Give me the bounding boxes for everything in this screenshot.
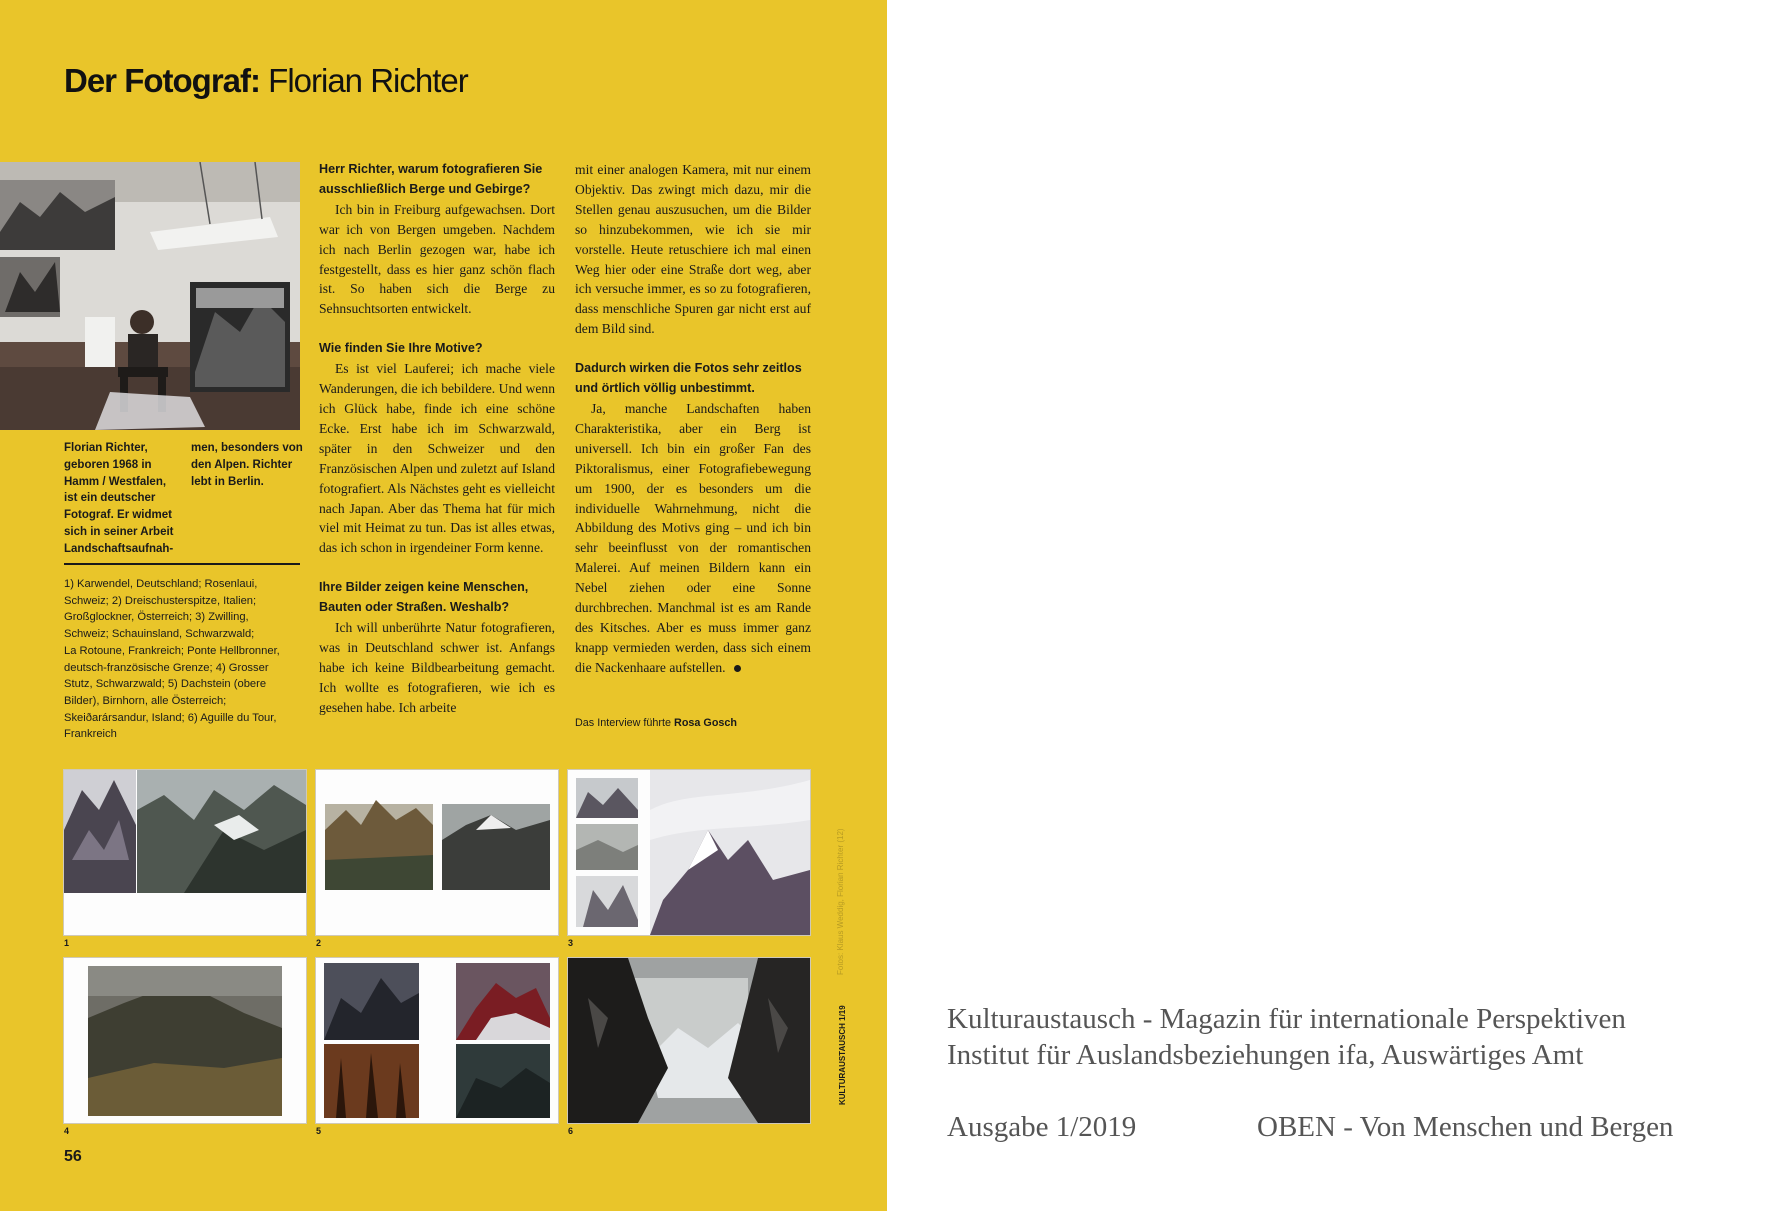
article-title [64, 62, 468, 100]
thumbnail-label: 1 [64, 938, 70, 948]
page-number: 56 [64, 1148, 82, 1165]
byline-prefix: Das Interview führte [575, 717, 675, 729]
interview-question: Herr Richter, warum fotografieren Sie ausschließlich Berge und Gebirge? [319, 162, 543, 196]
thumbnail-label: 6 [568, 1126, 574, 1136]
credit-line: deutsch-französische Grenze; 4) Grosser [64, 661, 269, 674]
article-title-bold: Der Fotograf: [64, 62, 260, 99]
credit-line: Frankreich [64, 728, 117, 741]
interview-answer: Es ist viel Lauferei; ich mache viele Wanderungen, die ich bebildere. Und wenn ich Glück habe, finde ich eine schöne Ecke. Erst habe ich im Schwarzwald, später in den Schweizer und den Französischen Alpen und zuletzt auf Island fotografiert. Als Nächstes geht es vielleicht nach Japan. Aber das Thema hat für mich viel mit Heimat zu tun. Das ist alles etwas, das ich schon in irgendeiner Form kenne. [319, 361, 555, 556]
interview-question: Wie finden Sie Ihre Motive? [319, 341, 483, 356]
thumbnail-label: 2 [316, 938, 322, 948]
caption-line: geboren 1968 in [64, 458, 152, 471]
thumbnail-label: 5 [316, 1126, 322, 1136]
portrait-caption-right [191, 440, 306, 490]
photo-location-credits [64, 576, 300, 743]
caption-line: den Alpen. Richter [191, 458, 293, 471]
interview-answer-text: Ja, manche Landschaften haben Charakteristika, aber ein Berg ist universell. Ich bin ein großer Fan des Piktoralismus, einer Fotografiebewegung um 1900, der es besonders um die individuelle Wahrnehmung, nicht die Abbildung des Motivs ging – und ich bin sehr beeinflusst von der romantischen Malerei. Auf meinen Bildern kann ein Nebel ziehen oder eine Sonne durchbrechen. Manchmal ist es am Rande des Kitsches. Aber es muss immer ganz knapp vermieden werden, dass sich einem die Nackenhaare aufstellen. [575, 400, 811, 675]
caption-divider [64, 563, 300, 565]
credit-line: Großglockner, Österreich; 3) Zwilling, [64, 611, 249, 624]
thumbnail-label: 4 [64, 1126, 70, 1136]
article-title-name: Florian Richter [260, 62, 468, 99]
issue-label: Ausgabe 1/2019 [947, 1111, 1137, 1143]
credit-line: Skeiðarársandur, Island; 6) Aguille du Tour, [64, 711, 277, 724]
caption-line: Florian Richter, [64, 442, 148, 454]
photo-thumbnail-4 [64, 958, 306, 1123]
photo-thumbnail-3 [568, 770, 810, 935]
photo-thumbnail-5 [316, 958, 558, 1123]
interview-column-2 [575, 160, 811, 678]
caption-line: lebt in Berlin. [191, 475, 264, 488]
thumbnail-label: 3 [568, 938, 574, 948]
photo-thumbnail-2 [316, 770, 558, 935]
photo-credit-vertical: Fotos: Klaus Weddig, Florian Richter (12) [836, 828, 845, 975]
interview-question: Ihre Bilder zeigen keine Menschen, Bauten oder Straßen. Weshalb? [319, 580, 529, 615]
photo-thumbnail-6 [568, 958, 810, 1123]
caption-line: Hamm / Westfalen, [64, 475, 167, 488]
caption-line: Fotograf. Er widmet [64, 509, 172, 522]
magazine-issue-vertical: KULTURAUSTAUSCH 1/19 [838, 1005, 847, 1105]
credit-line: Schweiz; 2) Dreischusterspitze, Italien; [64, 594, 257, 607]
end-mark-icon [734, 665, 741, 672]
interview-answer: mit einer analogen Kamera, mit nur einem Objektiv. Das zwingt mich dazu, mir die Stellen genau auszusuchen, um die Bilder so hinzubekommen, wie ich sie mir vorstelle. Heute retuschiere ich mal einen Weg hier oder eine Straße dort weg, aber ich versuche immer, es so zu fotografieren, dass menschliche Spuren gar nicht erst auf dem Bild sind. [575, 162, 811, 337]
credit-line: Schweiz; Schauinsland, Schwarzwald; [64, 628, 255, 641]
caption-line: Landschaftsaufnah- [64, 542, 174, 555]
interview-answer: Ich will unberührte Natur fotografieren, was in Deutschland schwer ist. Anfangs habe ich keine Bildbearbeitung gemacht. Ich wollte es fotografieren, wie ich es gesehen habe. Ich arbeite [319, 620, 555, 715]
byline-name: Rosa Gosch [674, 717, 738, 729]
credit-line: Stutz, Schwarzwald; 5) Dachstein (obere [64, 678, 267, 691]
issue-theme: OBEN - Von Menschen und Bergen [1257, 1111, 1674, 1143]
photo-thumbnail-1 [64, 770, 306, 935]
credit-line: 1) Karwendel, Deutschland; Rosenlaui, [64, 578, 258, 590]
caption-line: ist ein deutscher [64, 492, 156, 505]
interview-byline [575, 717, 737, 729]
magazine-info-line-2: Institut für Auslandsbeziehungen ifa, Auswärtiges Amt [947, 1039, 1584, 1071]
caption-line: sich in seiner Arbeit [64, 525, 174, 538]
interview-answer: Ich bin in Freiburg aufgewachsen. Dort war ich von Bergen umgeben. Nachdem ich nach Berlin gezogen war, habe ich festgestellt, dass es hier ganz schön flach ist. So haben sich die Berge zu Sehnsuchtsorten entwickelt. [319, 201, 555, 317]
portrait-caption-left [64, 440, 174, 558]
interview-column-1 [319, 160, 555, 718]
photographer-portrait [0, 162, 300, 430]
credit-line: Bilder), Birnhorn, alle Österreich; [64, 694, 227, 707]
caption-line: men, besonders von [191, 442, 303, 454]
interview-question: Dadurch wirken die Fotos sehr zeitlos und örtlich völlig unbestimmt. [575, 361, 802, 396]
credit-line: La Rotoune, Frankreich; Ponte Hellbronner, [64, 644, 280, 657]
interview-answer [575, 399, 811, 678]
magazine-info-line-1: Kulturaustausch - Magazin für internationale Perspektiven [947, 1003, 1626, 1035]
